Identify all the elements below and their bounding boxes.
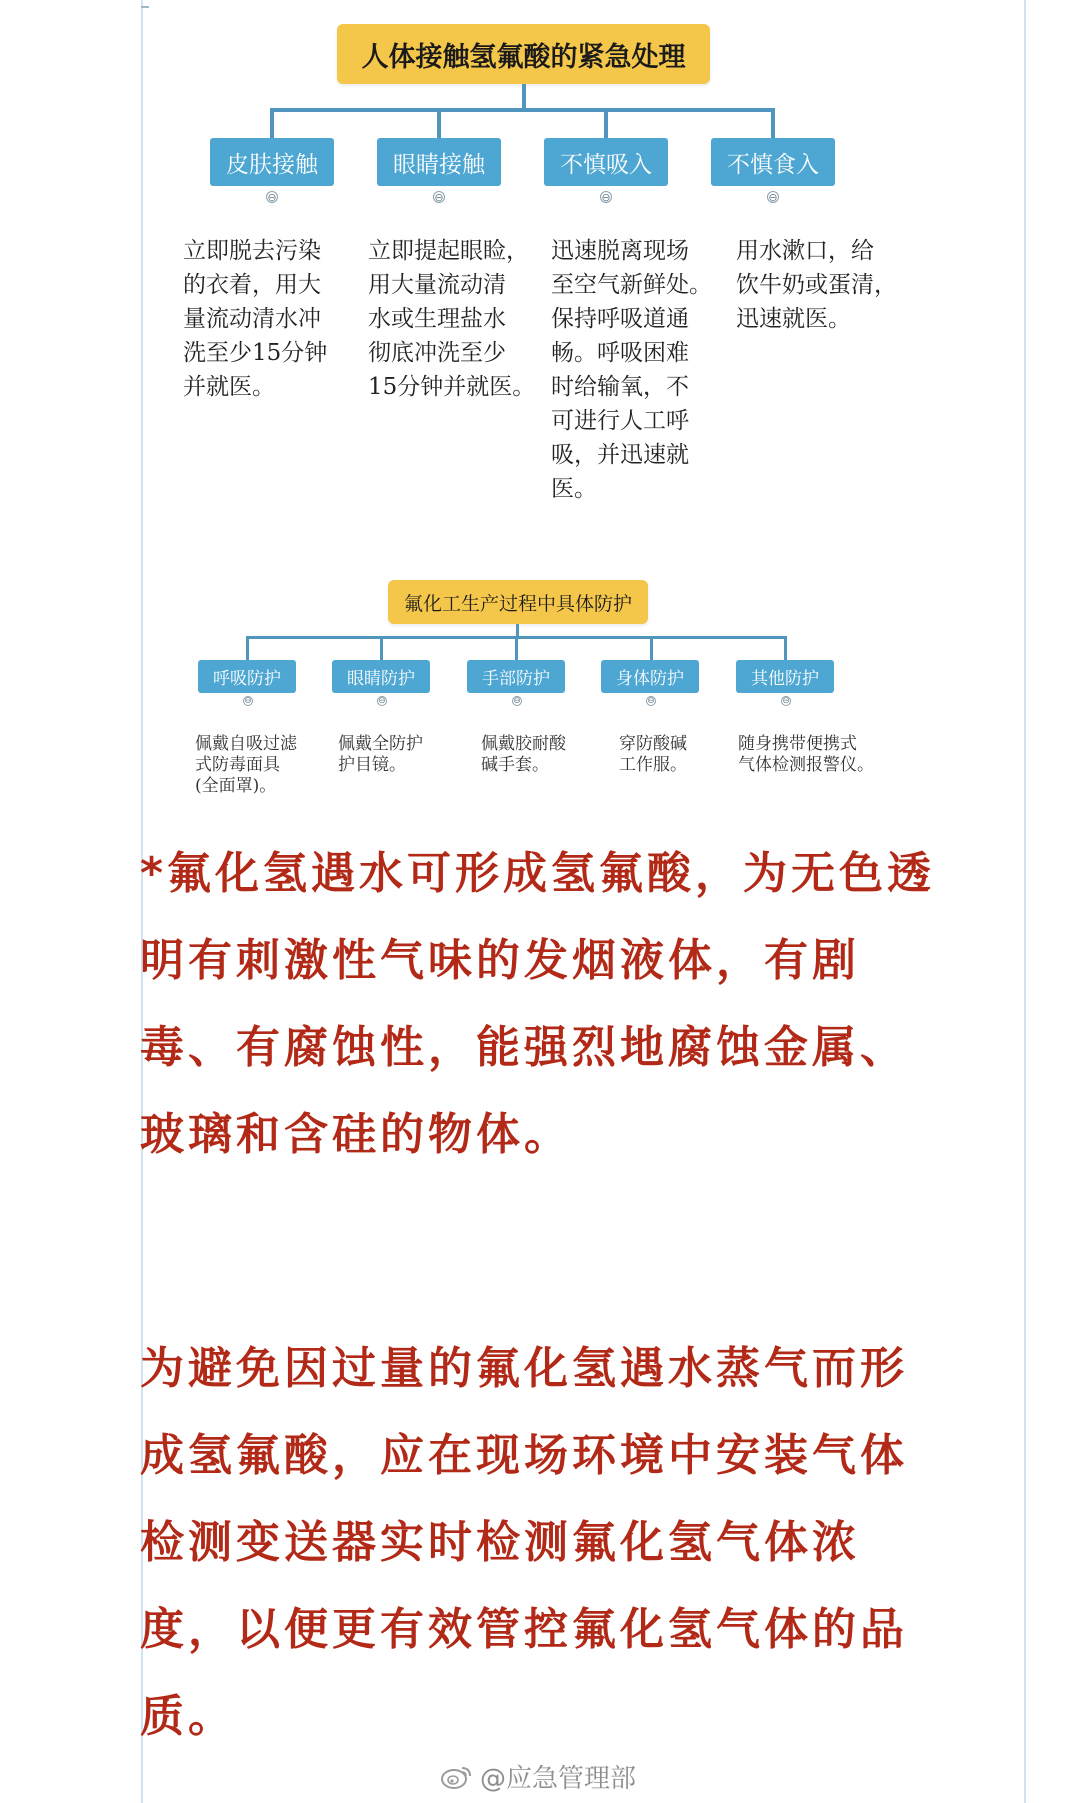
branch-label-inhalation: 不慎吸入 <box>544 138 668 186</box>
collapse-icon: ⊖ <box>267 190 277 204</box>
connector-bar <box>270 108 775 112</box>
branch-label-body: 身体防护 <box>601 660 699 693</box>
watermark-text: @应急管理部 <box>480 1763 637 1794</box>
connector-drop <box>784 636 787 661</box>
connector-drop <box>380 636 383 661</box>
connector-drop <box>515 636 518 661</box>
frame-right-line <box>1024 0 1026 1803</box>
connector-drop <box>650 636 653 661</box>
branch-text-ingestion: 用水漱口，给 饮牛奶或蛋清， 迅速就医。 <box>736 238 897 332</box>
branch-text-skin-contact: 立即脱去污染 的衣着，用大 量流动清水冲 洗至少15分钟 并就医。 <box>183 238 328 400</box>
branch-label-eye: 眼睛防护 <box>332 660 430 693</box>
connector-drop <box>771 108 775 138</box>
collapse-icon: ⊖ <box>782 695 790 706</box>
collapse-icon: ⊖ <box>513 695 521 706</box>
collapse-icon: ⊖ <box>434 190 444 204</box>
branch-label-hand: 手部防护 <box>467 660 565 693</box>
connector-drop <box>270 108 274 138</box>
diagram-title: 人体接触氢氟酸的紧急处理 <box>337 24 710 84</box>
branch-label-respiratory: 呼吸防护 <box>198 660 296 693</box>
collapse-icon: ⊖ <box>601 190 611 204</box>
connector-drop <box>604 108 608 138</box>
branch-text-eye-contact: 立即提起眼睑， 用大量流动清 水或生理盐水 彻底冲洗至少 15分钟并就医。 <box>368 238 536 400</box>
collapse-icon: ⊖ <box>378 695 386 706</box>
frame-top-bracket <box>141 0 149 8</box>
branch-label-eye-contact: 眼睛接触 <box>377 138 501 186</box>
branch-text-other: 随身携带便携式 气体检测报警仪。 <box>738 734 874 775</box>
connector-drop <box>437 108 441 138</box>
paragraph-gas-detection: 为避免因过量的氟化氢遇水蒸气而形成氢氟酸，应在现场环境中安装气体检测变送器实时检测氟化氢气体浓度，以便更有效管控氟化氢气体的品质。 <box>140 1343 908 1742</box>
branch-text-eye: 佩戴全防护 护目镜。 <box>338 734 423 775</box>
branch-label-ingestion: 不慎食入 <box>711 138 835 186</box>
connector-drop <box>246 636 249 661</box>
collapse-icon: ⊖ <box>647 695 655 706</box>
paragraph-hf-properties: *氟化氢遇水可形成氢氟酸，为无色透明有刺激性气味的发烟液体，有剧毒、有腐蚀性，能强烈地腐蚀金属、玻璃和含硅的物体。 <box>140 848 936 1160</box>
branch-text-hand: 佩戴胶耐酸 碱手套。 <box>481 734 566 775</box>
watermark <box>440 1756 636 1796</box>
branch-text-inhalation: 迅速脱离现场 至空气新鲜处。 保持呼吸道通 畅。呼吸困难 时给输氧，不 可进行人工呼 吸，并迅速就 医。 <box>551 238 712 502</box>
weibo-icon <box>440 1762 474 1790</box>
branch-text-body: 穿防酸碱 工作服。 <box>619 734 687 775</box>
diagram-title: 氟化工生产过程中具体防护 <box>388 580 648 624</box>
collapse-icon: ⊖ <box>244 695 252 706</box>
collapse-icon: ⊖ <box>768 190 778 204</box>
branch-label-other: 其他防护 <box>736 660 834 693</box>
branch-label-skin-contact: 皮肤接触 <box>210 138 334 186</box>
branch-text-respiratory: 佩戴自吸过滤 式防毒面具 (全面罩)。 <box>195 734 297 796</box>
